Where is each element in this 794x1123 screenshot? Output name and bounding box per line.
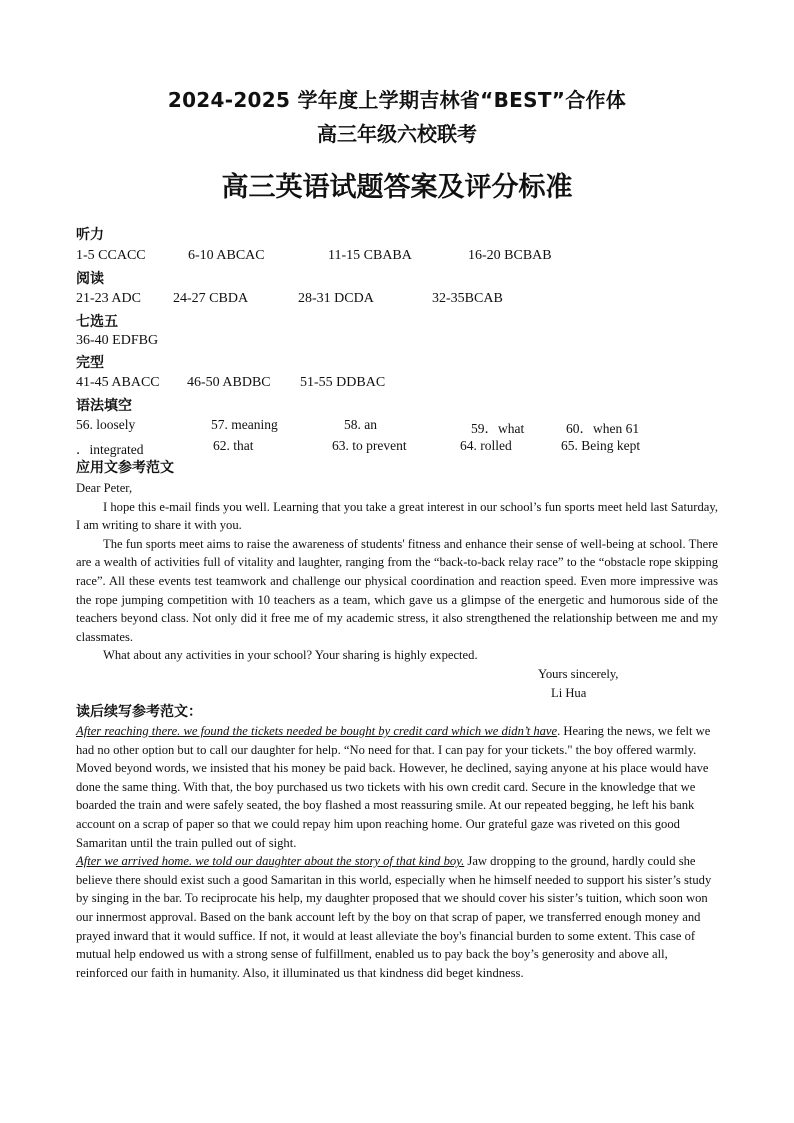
- listening-heading: 听力: [76, 227, 104, 243]
- grammar-answer: 56. loosely: [76, 417, 136, 432]
- answer-group: 16-20 BCBAB: [468, 248, 552, 263]
- grammar-answer: 57. meaning: [211, 417, 278, 432]
- cloze-heading: 完型: [76, 355, 104, 371]
- continuation-heading: 读后续写参考范文：: [76, 704, 202, 720]
- grammar-answer: 63. to prevent: [332, 438, 407, 453]
- document-title-line1: 2024-2025 学年度上学期吉林省“BEST”合作体: [167, 88, 627, 112]
- answer-group: 11-15 CBABA: [328, 248, 412, 263]
- paragraph-body: . Hearing the news, we felt we had no other option but to call our daughter for help. “No need for that. I can pay for your tickets." the boy offered warmly. Moved beyond words, we insisted that his money be paid back. However, he declined, saying anyone at his place would have done the same thing. With that, the boy purchased us two tickets with his own credit card. Secure in the knowledge that we boarded the train and were safely seated, the boy flashed a most reassuring smile. At our repeated begging, he left his bank account on a scrap of paper so that we could repay him upon reaching home. Our grateful gaze was riveted on this good Samaritan until the train pulled out of sight.: [76, 724, 711, 850]
- answer-group: 46-50 ABDBC: [187, 375, 271, 390]
- grammar-answer: 59．what: [471, 421, 525, 436]
- answer-group: 6-10 ABCAC: [188, 248, 265, 263]
- answer-group: 21-23 ADC: [76, 291, 141, 306]
- continuation-essay: [76, 722, 716, 982]
- seven-choice-heading: 七选五: [76, 314, 118, 330]
- reading-heading: 阅读: [76, 271, 104, 287]
- answer-group: 41-45 ABACC: [76, 375, 160, 390]
- letter-paragraph: I hope this e-mail finds you well. Learning that you take a great interest in our school’s fun sports meet held last Saturday, I am writing to share it with you.: [76, 499, 718, 533]
- answer-group: 1-5 CCACC: [76, 248, 146, 263]
- grammar-answer: 58. an: [344, 417, 377, 432]
- letter-paragraph: The fun sports meet aims to raise the awareness of students' fitness and enhance their sense of well-being at school. There are a wealth of activities full of vitality and laughter, ranging from the “back-to-back relay race” to the “obstacle rope skipping race”. All these events test teamwork and challenge our physical coordination and reaction speed. Even more impressive was the rope jumping competition with 10 teachers as a team, which gave us a glimpse of the energetic and humorous side of the teachers beyond class. Not only did it free me of my academic stress, it also strengthened the relationship between me and my classmates.: [76, 536, 718, 644]
- answer-group: 51-55 DDBAC: [300, 375, 386, 390]
- grammar-answer: ．integrated: [76, 442, 144, 457]
- document-title-line2: 高三年级六校联考: [317, 122, 477, 146]
- answer-group: 24-27 CBDA: [173, 291, 249, 306]
- letter-closing: Yours sincerely,: [538, 666, 619, 681]
- continuation-paragraph: [76, 852, 716, 982]
- grammar-answer: 65. Being kept: [561, 438, 641, 453]
- paragraph-lead-sentence: After reaching there. we found the tickets needed be bought by credit card which we didn’t have: [76, 724, 558, 738]
- letter-greeting: Dear Peter,: [76, 481, 133, 495]
- answer-group: 32-35BCAB: [432, 291, 503, 306]
- continuation-paragraph: [76, 722, 716, 852]
- letter-signature: Li Hua: [551, 685, 587, 700]
- grammar-answer: 62. that: [213, 438, 254, 453]
- paragraph-lead-sentence: After we arrived home. we told our daughter about the story of that kind boy.: [76, 854, 465, 869]
- grammar-answer: 64. rolled: [460, 438, 512, 453]
- paragraph-body: Jaw dropping to the ground, hardly could she believe there should exist such a good Samaritan in this world, especially when he himself needed to support his sister’s study by singing in the bar. To reciprocate his help, my daughter proposed that we should cover his sister’s tuition, which soon won our innermost approval. Based on the bank account left by the boy on that scrap of paper, we transferred enough money and prayed inward that it would suffice. If not, it would at least alleviate the boy's financial burden to some extent. This case of mutual help endowed us with a strong sense of fulfillment, enabled us to pay back the boy’s generosity and above all, reinforced our faith in humanity. Also, it illuminated us that kindness did beget kindness.: [76, 854, 712, 980]
- writing-heading: 应用文参考范文: [76, 460, 174, 476]
- letter-paragraph: What about any activities in your school? Your sharing is highly expected.: [103, 648, 478, 663]
- answer-group: 28-31 DCDA: [298, 291, 374, 306]
- sample-letter: [76, 479, 718, 702]
- answer-group: 36-40 EDFBG: [76, 333, 159, 348]
- grammar-heading: 语法填空: [76, 398, 132, 414]
- document-main-title: 高三英语试题答案及评分标准: [221, 172, 573, 203]
- grammar-answer: 60．when 61: [566, 421, 640, 436]
